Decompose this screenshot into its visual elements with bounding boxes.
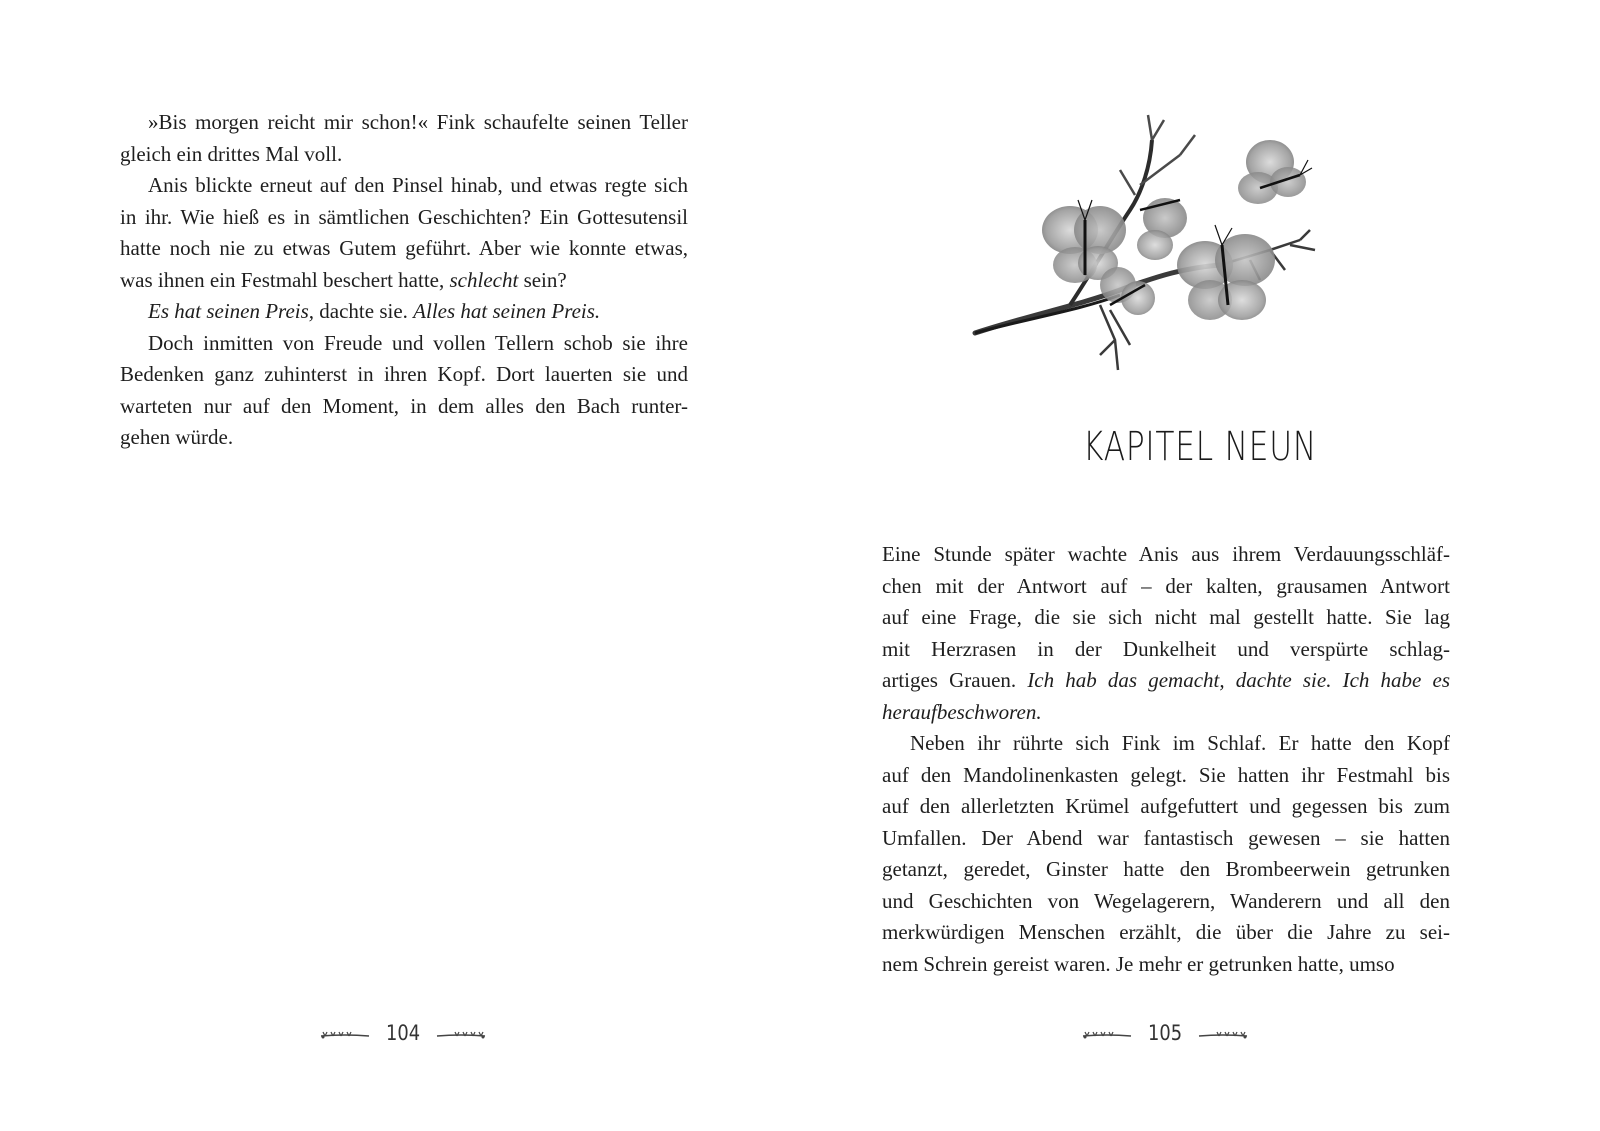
right-ornament-icon (435, 1025, 487, 1041)
paragraph (120, 170, 688, 296)
text-run: artiges Grauen. (882, 668, 1028, 692)
butterfly-2 (1137, 198, 1187, 260)
text-line (120, 328, 688, 360)
butterfly-branch-illustration (970, 100, 1350, 380)
text-run: getanzt, geredet, Ginster hatte den Brombeerwein getrunken (882, 857, 1450, 881)
text-line (120, 422, 688, 454)
left-ornament-icon (319, 1025, 371, 1041)
text-line (120, 233, 688, 265)
paragraph (882, 539, 1450, 728)
text-line (882, 791, 1450, 823)
text-run: »Bis morgen reicht mir schon!« Fink schaufelte seinen Teller (148, 110, 688, 134)
right-page-text (882, 539, 1450, 980)
text-line (882, 665, 1450, 697)
text-run: Umfallen. Der Abend war fantastisch gewesen – sie hatten (882, 825, 1450, 850)
text-run: mit Herzrasen in der Dunkelheit und verspürte schlag- (882, 636, 1450, 661)
text-run: Anis blickte erneut auf den Pinsel hinab, und etwas regte sich (148, 173, 688, 197)
text-line (120, 170, 688, 202)
text-run: Bedenken ganz zuhinterst in ihren Kopf. Dort lauerten sie und (120, 362, 688, 386)
text-run: was ihnen ein Festmahl beschert hatte, (120, 267, 450, 292)
right-page (800, 0, 1600, 1131)
text-run: dachte sie. (314, 299, 414, 323)
text-run: auf den Mandolinenkasten gelegt. Sie hatten ihr Festmahl bis (882, 762, 1450, 787)
italic-text: Es hat seinen Preis, (148, 299, 315, 323)
text-run: hatte noch nie zu etwas Gutem geführt. Aber wie konnte etwas, (120, 236, 688, 260)
italic-text: Ich hab das gemacht, dachte sie. Ich habe es (1027, 668, 1450, 692)
text-line (120, 139, 688, 171)
text-line (120, 202, 688, 234)
paragraph (120, 296, 688, 328)
chapter-title: KAPITEL NEUN (1083, 424, 1317, 470)
text-line (882, 886, 1450, 918)
text-run: gleich ein drittes Mal voll. (120, 141, 343, 166)
butterfly-4 (1177, 225, 1275, 320)
right-ornament-icon (1197, 1025, 1249, 1041)
text-run: auf den allerletzten Krümel aufgefuttert und gegessen bis zum (882, 794, 1450, 818)
text-run: merkwürdigen Menschen erzählt, die über die Jahre zu sei- (882, 920, 1450, 944)
italic-text: schlecht (449, 267, 519, 292)
text-run: in ihr. Wie hieß es in sämtlichen Geschichten? Ein Gottesutensil (120, 204, 688, 229)
text-run: Neben ihr rührte sich Fink im Schlaf. Er hatte den Kopf (910, 731, 1450, 755)
text-line (882, 571, 1450, 603)
text-run: warteten nur auf den Moment, in dem alles den Bach runter- (120, 393, 688, 418)
text-line (882, 949, 1450, 981)
page-number: 104 (385, 1021, 421, 1045)
text-line (882, 602, 1450, 634)
paragraph (882, 728, 1450, 980)
text-run: auf eine Frage, die sie sich nicht mal gestellt hatte. Sie lag (882, 605, 1450, 629)
page-number: 105 (1147, 1021, 1183, 1045)
text-run: und Geschichten von Wegelagerern, Wanderern und all den (882, 888, 1450, 913)
text-line (882, 917, 1450, 949)
butterfly-5 (1100, 267, 1155, 315)
text-run: Doch inmitten von Freude und vollen Tellern schob sie ihre (148, 330, 688, 355)
italic-text: Alles hat seinen Preis. (413, 299, 601, 323)
text-line (120, 107, 688, 139)
text-run: chen mit der Antwort auf – der kalten, grausamen Antwort (882, 573, 1450, 598)
text-line (882, 823, 1450, 855)
paragraph (120, 107, 688, 170)
left-ornament-icon (1081, 1025, 1133, 1041)
left-page-footer (303, 1018, 503, 1048)
text-line (882, 760, 1450, 792)
text-line (882, 539, 1450, 571)
left-page-text (120, 107, 688, 454)
butterfly-3 (1238, 140, 1312, 204)
text-run: Eine Stunde später wachte Anis aus ihrem Verdauungsschläf- (882, 542, 1450, 566)
right-page-footer (1065, 1018, 1265, 1048)
text-run: gehen würde. (120, 425, 234, 449)
text-line (882, 854, 1450, 886)
paragraph (120, 328, 688, 454)
text-run: sein? (518, 267, 567, 292)
text-line (120, 359, 688, 391)
text-line (882, 697, 1450, 729)
text-line (120, 296, 688, 328)
text-line (882, 634, 1450, 666)
text-line (882, 728, 1450, 760)
italic-text: heraufbeschworen. (882, 699, 1042, 724)
text-line (120, 265, 688, 297)
text-run: nem Schrein gereist waren. Je mehr er getrunken hatte, umso (882, 951, 1395, 976)
text-line (120, 391, 688, 423)
